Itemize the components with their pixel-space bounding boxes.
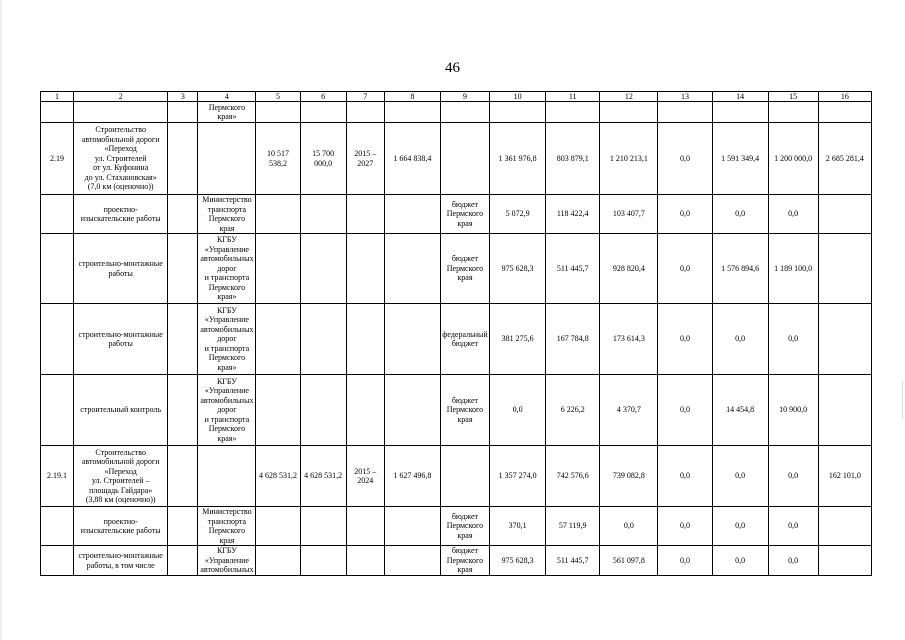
table-cell: 1 210 213,1 xyxy=(600,123,658,195)
table-row xyxy=(41,546,872,576)
table-cell: 4 628 531,2 xyxy=(300,446,346,507)
table-cell xyxy=(600,102,658,123)
column-header: 8 xyxy=(384,92,440,102)
table-cell: 2015 – 2024 xyxy=(346,446,384,507)
table-cell xyxy=(440,446,489,507)
table-cell xyxy=(198,123,256,195)
table-cell: 742 576,6 xyxy=(546,446,600,507)
table-cell xyxy=(346,546,384,576)
table-cell: 0,0 xyxy=(712,507,768,546)
table-cell xyxy=(256,234,300,304)
table-row xyxy=(41,507,872,546)
table-cell xyxy=(41,102,74,123)
table-cell: 1 591 349,4 xyxy=(712,123,768,195)
table-cell: 1 200 000,0 xyxy=(768,123,818,195)
column-header: 9 xyxy=(440,92,489,102)
table-cell xyxy=(41,304,74,375)
table-cell xyxy=(168,375,198,446)
table-cell: бюджет Пермского края xyxy=(440,195,489,234)
table-cell: 1 361 976,8 xyxy=(490,123,546,195)
table-cell: федеральный бюджет xyxy=(440,304,489,375)
table-cell: 0,0 xyxy=(658,507,712,546)
column-header: 5 xyxy=(256,92,300,102)
table-cell: строительно-монтажные работы, в том числе xyxy=(74,546,168,576)
table-cell xyxy=(168,304,198,375)
table-cell: 6 226,2 xyxy=(546,375,600,446)
table-cell xyxy=(384,234,440,304)
column-header: 11 xyxy=(546,92,600,102)
table-cell: 0,0 xyxy=(490,375,546,446)
table-cell: 803 879,1 xyxy=(546,123,600,195)
table-cell xyxy=(384,304,440,375)
table-cell: 975 628,3 xyxy=(490,546,546,576)
table-cell: 0,0 xyxy=(658,234,712,304)
table-cell: 2 685 281,4 xyxy=(818,123,871,195)
table-cell xyxy=(300,304,346,375)
table-cell xyxy=(256,195,300,234)
column-header: 1 xyxy=(41,92,74,102)
table-cell: 739 082,8 xyxy=(600,446,658,507)
table-cell: 103 407,7 xyxy=(600,195,658,234)
column-header: 13 xyxy=(658,92,712,102)
column-header: 12 xyxy=(600,92,658,102)
table-cell: 173 614,3 xyxy=(600,304,658,375)
table-cell: 0,0 xyxy=(658,195,712,234)
table-cell: 0,0 xyxy=(658,123,712,195)
table-cell xyxy=(818,234,871,304)
table-cell: 0,0 xyxy=(658,304,712,375)
scan-mark xyxy=(902,380,903,420)
table-cell xyxy=(384,195,440,234)
table-cell: строительный контроль xyxy=(74,375,168,446)
table-cell: 1 664 838,4 xyxy=(384,123,440,195)
table-cell: 0,0 xyxy=(658,546,712,576)
table-cell: 118 422,4 xyxy=(546,195,600,234)
table-cell xyxy=(546,102,600,123)
table-cell xyxy=(41,546,74,576)
table-cell xyxy=(346,375,384,446)
table-cell: 57 119,9 xyxy=(546,507,600,546)
table-row xyxy=(41,446,872,507)
table-cell: 167 784,8 xyxy=(546,304,600,375)
table-cell: проектно- изыскательские работы xyxy=(74,507,168,546)
table-cell xyxy=(41,195,74,234)
table-cell: Министерство транспорта Пермского края xyxy=(198,195,256,234)
page-edge-shadow xyxy=(0,0,2,640)
table-cell xyxy=(168,234,198,304)
table-cell xyxy=(712,102,768,123)
table-cell: 381 275,6 xyxy=(490,304,546,375)
column-header: 2 xyxy=(74,92,168,102)
table-cell: 0,0 xyxy=(768,195,818,234)
table-cell xyxy=(198,446,256,507)
table-cell: 1 189 100,0 xyxy=(768,234,818,304)
column-header: 6 xyxy=(300,92,346,102)
table-cell xyxy=(300,507,346,546)
table-row xyxy=(41,234,872,304)
table-cell: 0,0 xyxy=(712,546,768,576)
table-cell xyxy=(818,546,871,576)
table-cell: 15 700 000,0 xyxy=(300,123,346,195)
table-cell: 0,0 xyxy=(768,304,818,375)
table-cell: 0,0 xyxy=(712,195,768,234)
table-cell xyxy=(346,195,384,234)
table-cell xyxy=(384,375,440,446)
table-cell xyxy=(346,304,384,375)
table-cell: 5 072,9 xyxy=(490,195,546,234)
table-cell: 1 357 274,0 xyxy=(490,446,546,507)
budget-table xyxy=(40,91,872,576)
table-row xyxy=(41,195,872,234)
table-cell: строительно-монтажные работы xyxy=(74,304,168,375)
table-cell xyxy=(168,546,198,576)
table-cell: 511 445,7 xyxy=(546,546,600,576)
table-cell xyxy=(256,546,300,576)
table-cell: 1 576 894,6 xyxy=(712,234,768,304)
table-cell xyxy=(41,507,74,546)
table-cell: 14 454,8 xyxy=(712,375,768,446)
table-cell: бюджет Пермского края xyxy=(440,546,489,576)
page-number: 46 xyxy=(445,60,460,76)
table-cell: 2.19 xyxy=(41,123,74,195)
table-cell: бюджет Пермского края xyxy=(440,375,489,446)
table-cell: 0,0 xyxy=(712,446,768,507)
table-cell xyxy=(818,304,871,375)
table-cell: Министерство транспорта Пермского края xyxy=(198,507,256,546)
table-cell: КГБУ «Управление автомобильных дорог и транспорта Пермского края» xyxy=(198,234,256,304)
table-cell: 1 627 496,8 xyxy=(384,446,440,507)
table-row xyxy=(41,304,872,375)
table-cell: строительно-монтажные работы xyxy=(74,234,168,304)
table-cell xyxy=(818,102,871,123)
column-header: 4 xyxy=(198,92,256,102)
table-cell: проектно- изыскательские работы xyxy=(74,195,168,234)
table-cell xyxy=(168,102,198,123)
table-cell xyxy=(384,102,440,123)
column-header: 3 xyxy=(168,92,198,102)
table-cell: Строительство автомобильной дороги «Переход ул. Строителей – площадь Гайдара» (3,88 км (оценочно)) xyxy=(74,446,168,507)
table-row xyxy=(41,375,872,446)
column-header: 10 xyxy=(490,92,546,102)
table-cell xyxy=(818,195,871,234)
table-cell: 0,0 xyxy=(658,446,712,507)
table-cell: 4 628 531,2 xyxy=(256,446,300,507)
table-cell: Строительство автомобильной дороги «Переход ул. Строителей от ул. Куфонина до ул. Стахановская» (7,0 км (оценочно)) xyxy=(74,123,168,195)
table-cell: 10 900,0 xyxy=(768,375,818,446)
table-cell: 928 820,4 xyxy=(600,234,658,304)
table-cell: 10 517 538,2 xyxy=(256,123,300,195)
column-header: 15 xyxy=(768,92,818,102)
table-cell: 4 370,7 xyxy=(600,375,658,446)
table-cell: 0,0 xyxy=(600,507,658,546)
table-cell xyxy=(440,123,489,195)
table-cell: Пермского края» xyxy=(198,102,256,123)
table-cell: КГБУ «Управление автомобильных xyxy=(198,546,256,576)
table-header-row xyxy=(41,92,872,102)
table-cell: 0,0 xyxy=(658,375,712,446)
table-cell: КГБУ «Управление автомобильных дорог и транспорта Пермского края» xyxy=(198,375,256,446)
table-cell xyxy=(256,304,300,375)
table-cell: 511 445,7 xyxy=(546,234,600,304)
table-cell xyxy=(256,375,300,446)
table-cell xyxy=(346,102,384,123)
table-cell xyxy=(256,102,300,123)
table-cell xyxy=(168,123,198,195)
table-cell xyxy=(384,507,440,546)
table-row xyxy=(41,123,872,195)
table-cell: 0,0 xyxy=(768,546,818,576)
table-cell xyxy=(168,195,198,234)
table-cell: 370,1 xyxy=(490,507,546,546)
table-cell: бюджет Пермского края xyxy=(440,234,489,304)
table-cell xyxy=(41,375,74,446)
table-cell xyxy=(818,375,871,446)
table-cell: 975 628,3 xyxy=(490,234,546,304)
table-cell xyxy=(256,507,300,546)
table-cell xyxy=(300,195,346,234)
table-cell: 0,0 xyxy=(768,507,818,546)
table-cell xyxy=(300,375,346,446)
column-header: 14 xyxy=(712,92,768,102)
column-header: 16 xyxy=(818,92,871,102)
table-cell: 561 097,8 xyxy=(600,546,658,576)
table-cell xyxy=(74,102,168,123)
table-cell xyxy=(818,507,871,546)
table-cell xyxy=(168,446,198,507)
table-cell: 0,0 xyxy=(768,446,818,507)
table-cell xyxy=(768,102,818,123)
table-cell: бюджет Пермского края xyxy=(440,507,489,546)
table-cell xyxy=(300,234,346,304)
table-cell xyxy=(41,234,74,304)
table-cell xyxy=(490,102,546,123)
table-cell xyxy=(440,102,489,123)
table-cell: 2.19.1 xyxy=(41,446,74,507)
column-header: 7 xyxy=(346,92,384,102)
table-cell: КГБУ «Управление автомобильных дорог и транспорта Пермского края» xyxy=(198,304,256,375)
table-cell xyxy=(346,507,384,546)
table-cell: 2015 – 2027 xyxy=(346,123,384,195)
table-cell xyxy=(384,546,440,576)
table-cell xyxy=(168,507,198,546)
table-cell: 0,0 xyxy=(712,304,768,375)
table-row xyxy=(41,102,872,123)
table-cell xyxy=(300,102,346,123)
table-cell xyxy=(346,234,384,304)
table-cell xyxy=(300,546,346,576)
table-cell: 162 101,0 xyxy=(818,446,871,507)
table-cell xyxy=(658,102,712,123)
